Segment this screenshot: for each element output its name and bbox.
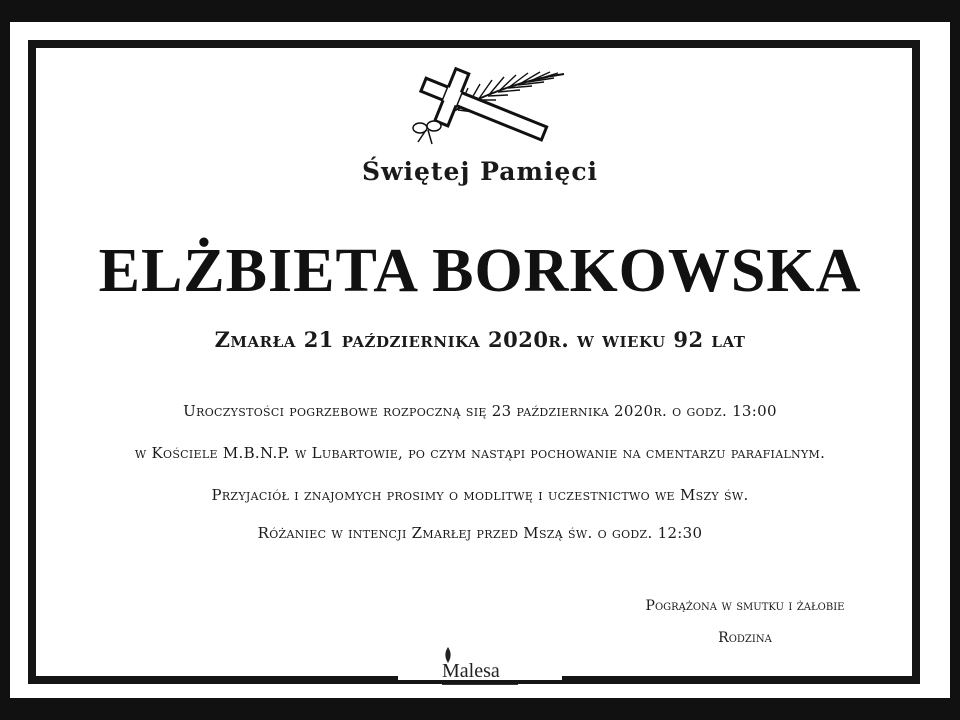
deceased-name: ELŻBIETA BORKOWSKA <box>98 237 862 305</box>
logo-text: Malesa <box>442 660 500 682</box>
death-date-line: Zmarła 21 października 2020r. w wieku 92 lat <box>214 327 746 352</box>
cross-with-palm-icon <box>398 66 568 150</box>
logo-underline <box>442 684 518 685</box>
info-line: Uroczystości pogrzebowe rozpoczną się 23 października 2020r. o godz. 13:00 <box>183 402 777 420</box>
info-line: Przyjaciół i znajomych prosimy o modlitwę i uczestnictwo we Mszy św. <box>211 486 749 504</box>
info-line: Różaniec w intencji Zmarłej przed Mszą św. o godz. 12:30 <box>257 524 703 542</box>
malesa-logo <box>430 646 530 688</box>
info-line: w Kościele M.B.N.P. w Lubartowie, po czym nastąpi pochowanie na cmentarzu parafialnym. <box>134 444 826 462</box>
signature-line: Pogrążona w smutku i żałobie <box>645 598 845 614</box>
signature-family: Rodzina <box>718 630 772 646</box>
heading: Świętej Pamięci <box>361 157 599 186</box>
